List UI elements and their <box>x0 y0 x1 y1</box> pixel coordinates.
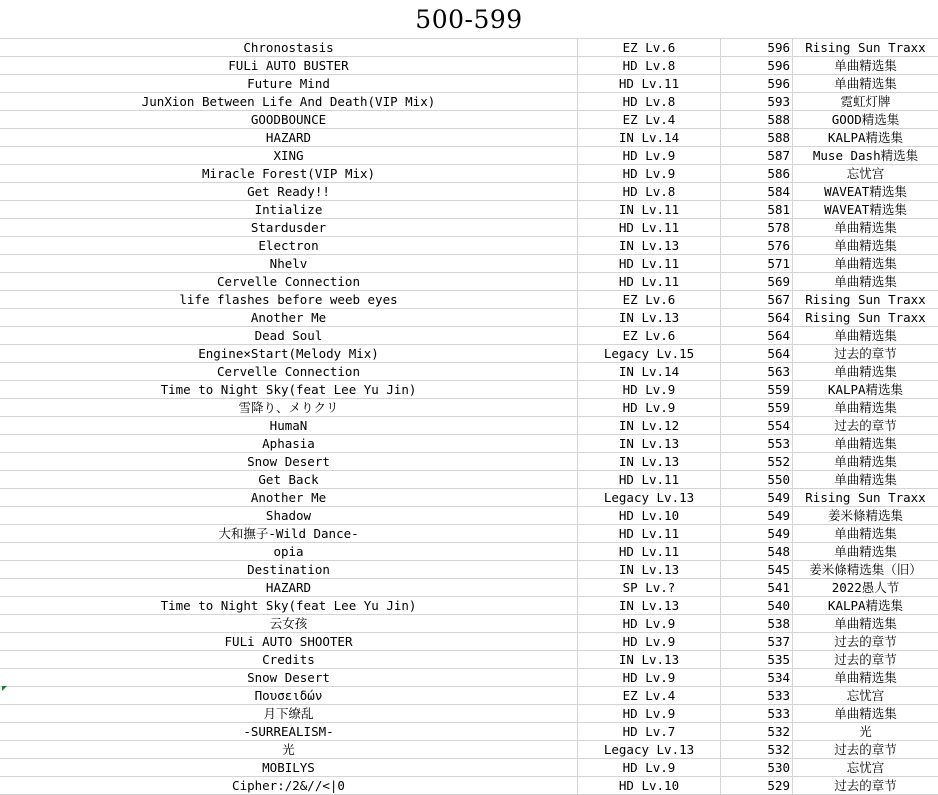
table-row <box>0 165 938 183</box>
pack-cell[interactable]: 过去的章节 <box>834 346 897 361</box>
pack-cell[interactable]: 单曲精选集 <box>834 220 897 235</box>
table-row <box>0 597 938 615</box>
score-cell[interactable]: 559 <box>721 381 793 398</box>
difficulty-cell[interactable]: HD Lv.8 <box>578 183 721 200</box>
difficulty-cell[interactable]: HD Lv.9 <box>578 399 721 416</box>
pack-cell[interactable]: 单曲精选集 <box>834 472 897 487</box>
difficulty-cell[interactable]: IN Lv.13 <box>578 435 721 452</box>
song-title-cell[interactable]: Aphasia <box>0 435 578 452</box>
table-row <box>0 183 938 201</box>
song-title-cell[interactable]: Future Mind <box>0 75 578 92</box>
pack-cell[interactable]: WAVEAT精选集 <box>824 202 907 217</box>
difficulty-cell[interactable]: HD Lv.11 <box>578 273 721 290</box>
score-cell[interactable]: 529 <box>721 777 793 794</box>
difficulty-cell[interactable]: HD Lv.9 <box>578 165 721 182</box>
table-row <box>0 579 938 597</box>
song-title-cell[interactable]: Cervelle Connection <box>0 273 578 290</box>
pack-cell[interactable]: KALPA精选集 <box>827 598 904 613</box>
table-row <box>0 687 938 705</box>
difficulty-cell[interactable]: IN Lv.13 <box>578 597 721 614</box>
pack-cell[interactable]: 过去的章节 <box>834 418 897 433</box>
song-title-cell[interactable]: HumaN <box>0 417 578 434</box>
pack-cell[interactable]: 姜米條精选集 <box>827 508 903 523</box>
song-title-cell[interactable]: 月下缭乱 <box>0 705 578 722</box>
table-row <box>0 129 938 147</box>
score-cell[interactable]: 533 <box>721 705 793 722</box>
table-row <box>0 417 938 435</box>
song-title-cell[interactable]: Destination <box>0 561 578 578</box>
difficulty-cell[interactable]: IN Lv.13 <box>578 561 721 578</box>
score-cell[interactable]: 569 <box>721 273 793 290</box>
score-cell[interactable]: 532 <box>721 723 793 740</box>
song-title-cell[interactable]: Shadow <box>0 507 578 524</box>
difficulty-cell[interactable]: HD Lv.11 <box>578 471 721 488</box>
pack-cell[interactable]: Rising Sun Traxx <box>805 40 926 55</box>
difficulty-cell[interactable]: HD Lv.9 <box>578 615 721 632</box>
score-cell[interactable]: 578 <box>721 219 793 236</box>
table-row <box>0 633 938 651</box>
song-title-cell[interactable]: Electron <box>0 237 578 254</box>
pack-cell[interactable]: Muse Dash精选集 <box>812 148 919 163</box>
difficulty-cell[interactable]: EZ Lv.6 <box>578 39 721 56</box>
table-row <box>0 651 938 669</box>
pack-cell[interactable]: 单曲精选集 <box>834 544 897 559</box>
song-title-cell[interactable]: opia <box>0 543 578 560</box>
pack-cell[interactable]: 单曲精选集 <box>834 238 897 253</box>
pack-cell[interactable]: WAVEAT精选集 <box>824 184 907 199</box>
score-cell[interactable]: 538 <box>721 615 793 632</box>
score-cell[interactable]: 549 <box>721 525 793 542</box>
difficulty-cell[interactable]: HD Lv.10 <box>578 507 721 524</box>
table-row <box>0 399 938 417</box>
score-cell[interactable]: 584 <box>721 183 793 200</box>
song-title-cell[interactable]: Credits <box>0 651 578 668</box>
difficulty-cell[interactable]: HD Lv.9 <box>578 669 721 686</box>
difficulty-cell[interactable]: IN Lv.14 <box>578 363 721 380</box>
table-row <box>0 57 938 75</box>
song-title-cell[interactable]: Get Back <box>0 471 578 488</box>
difficulty-cell[interactable]: HD Lv.9 <box>578 705 721 722</box>
table-row <box>0 273 938 291</box>
score-cell[interactable]: 564 <box>721 309 793 326</box>
difficulty-cell[interactable]: HD Lv.11 <box>578 543 721 560</box>
score-cell[interactable]: 564 <box>721 327 793 344</box>
table-row <box>0 75 938 93</box>
song-title-cell[interactable]: Time to Night Sky(feat Lee Yu Jin) <box>0 597 578 614</box>
score-cell[interactable]: 596 <box>721 57 793 74</box>
pack-cell[interactable]: 单曲精选集 <box>834 256 897 271</box>
pack-cell[interactable]: GOOD精选集 <box>831 112 900 127</box>
difficulty-cell[interactable]: SP Lv.? <box>578 579 721 596</box>
difficulty-cell[interactable]: EZ Lv.6 <box>578 291 721 308</box>
table-row <box>0 147 938 165</box>
song-title-cell[interactable]: Another Me <box>0 489 578 506</box>
song-title-cell[interactable]: GOODBOUNCE <box>0 111 578 128</box>
table-row <box>0 111 938 129</box>
difficulty-cell[interactable]: EZ Lv.6 <box>578 327 721 344</box>
pack-cell[interactable]: 单曲精选集 <box>834 58 897 73</box>
table-row <box>0 741 938 759</box>
song-title-cell[interactable]: FULi AUTO BUSTER <box>0 57 578 74</box>
score-cell[interactable]: 554 <box>721 417 793 434</box>
difficulty-cell[interactable]: IN Lv.13 <box>578 309 721 326</box>
score-cell[interactable]: 540 <box>721 597 793 614</box>
score-cell[interactable]: 541 <box>721 579 793 596</box>
score-cell[interactable]: 588 <box>721 111 793 128</box>
pack-cell[interactable]: 单曲精选集 <box>834 616 897 631</box>
difficulty-cell[interactable]: HD Lv.8 <box>578 93 721 110</box>
song-title-cell[interactable]: -SURREALISM- <box>0 723 578 740</box>
score-cell[interactable]: 534 <box>721 669 793 686</box>
pack-cell[interactable]: 单曲精选集 <box>834 364 897 379</box>
score-cell[interactable]: 559 <box>721 399 793 416</box>
difficulty-cell[interactable]: EZ Lv.4 <box>578 687 721 704</box>
song-title-cell[interactable]: life flashes before weeb eyes <box>0 291 578 308</box>
pack-cell[interactable]: 单曲精选集 <box>834 400 897 415</box>
difficulty-cell[interactable]: HD Lv.10 <box>578 777 721 794</box>
score-cell[interactable]: 549 <box>721 507 793 524</box>
difficulty-cell[interactable]: HD Lv.11 <box>578 255 721 272</box>
table-row <box>0 435 938 453</box>
score-cell[interactable]: 533 <box>721 687 793 704</box>
table-row <box>0 705 938 723</box>
table-row <box>0 93 938 111</box>
sheet-title[interactable]: 500-599 <box>0 0 938 39</box>
score-cell[interactable]: 593 <box>721 93 793 110</box>
song-title-cell[interactable]: 云女孩 <box>0 615 578 632</box>
song-title-cell[interactable]: Get Ready!! <box>0 183 578 200</box>
pack-cell[interactable]: KALPA精选集 <box>827 382 904 397</box>
difficulty-cell[interactable]: HD Lv.9 <box>578 147 721 164</box>
cell-comment-marker-icon <box>2 686 7 691</box>
difficulty-cell[interactable]: HD Lv.9 <box>578 633 721 650</box>
pack-cell[interactable]: 姜米條精选集（旧） <box>809 562 922 577</box>
song-title-cell[interactable]: Dead Soul <box>0 327 578 344</box>
difficulty-cell[interactable]: IN Lv.13 <box>578 453 721 470</box>
song-title-cell[interactable]: Cervelle Connection <box>0 363 578 380</box>
pack-cell[interactable]: 单曲精选集 <box>834 436 897 451</box>
song-title-cell[interactable]: Chronostasis <box>0 39 578 56</box>
pack-cell[interactable]: 2022愚人节 <box>831 580 900 595</box>
pack-cell[interactable]: Rising Sun Traxx <box>805 292 926 307</box>
song-title-cell[interactable]: MOBILYS <box>0 759 578 776</box>
pack-cell[interactable]: 单曲精选集 <box>834 328 897 343</box>
score-cell[interactable]: 586 <box>721 165 793 182</box>
song-title-cell[interactable]: 雪降り、メりクリ <box>0 399 578 416</box>
song-title-cell[interactable]: Miracle Forest(VIP Mix) <box>0 165 578 182</box>
difficulty-cell[interactable]: Legacy Lv.13 <box>578 489 721 506</box>
score-cell[interactable]: 532 <box>721 741 793 758</box>
song-title-cell[interactable]: Nhelv <box>0 255 578 272</box>
pack-cell[interactable]: 光 <box>859 724 872 739</box>
song-title-cell[interactable]: Another Me <box>0 309 578 326</box>
pack-cell[interactable]: 忘忧宫 <box>846 688 885 703</box>
difficulty-cell[interactable]: HD Lv.11 <box>578 75 721 92</box>
song-title-cell[interactable]: XING <box>0 147 578 164</box>
song-title-cell[interactable]: Cipher:/2&//<|0 <box>0 777 578 794</box>
song-title-cell[interactable]: Engine×Start(Melody Mix) <box>0 345 578 362</box>
pack-cell[interactable]: 单曲精选集 <box>834 670 897 685</box>
pack-cell[interactable]: 过去的章节 <box>834 742 897 757</box>
table-row <box>0 507 938 525</box>
table-row <box>0 471 938 489</box>
pack-cell[interactable]: 单曲精选集 <box>834 526 897 541</box>
score-cell[interactable]: 571 <box>721 255 793 272</box>
pack-cell[interactable]: Rising Sun Traxx <box>805 310 926 325</box>
score-cell[interactable]: 530 <box>721 759 793 776</box>
song-title-cell[interactable]: Time to Night Sky(feat Lee Yu Jin) <box>0 381 578 398</box>
table-row <box>0 39 938 57</box>
score-table <box>0 39 938 795</box>
difficulty-cell[interactable]: Legacy Lv.15 <box>578 345 721 362</box>
difficulty-cell[interactable]: IN Lv.13 <box>578 237 721 254</box>
table-row <box>0 561 938 579</box>
table-row <box>0 723 938 741</box>
score-cell[interactable]: 567 <box>721 291 793 308</box>
score-cell[interactable]: 588 <box>721 129 793 146</box>
table-row <box>0 777 938 795</box>
table-row <box>0 453 938 471</box>
table-row <box>0 345 938 363</box>
table-row <box>0 291 938 309</box>
score-cell[interactable]: 564 <box>721 345 793 362</box>
table-row <box>0 201 938 219</box>
pack-cell[interactable]: 过去的章节 <box>834 652 897 667</box>
table-row <box>0 759 938 777</box>
table-row <box>0 255 938 273</box>
table-row <box>0 489 938 507</box>
difficulty-cell[interactable]: IN Lv.14 <box>578 129 721 146</box>
table-row <box>0 543 938 561</box>
song-title-cell[interactable]: Snow Desert <box>0 669 578 686</box>
pack-cell[interactable]: 过去的章节 <box>834 634 897 649</box>
table-row <box>0 669 938 687</box>
song-title-cell[interactable]: 光 <box>0 741 578 758</box>
score-cell[interactable]: 581 <box>721 201 793 218</box>
score-cell[interactable]: 553 <box>721 435 793 452</box>
song-title-cell[interactable]: Stardusder <box>0 219 578 236</box>
score-cell[interactable]: 537 <box>721 633 793 650</box>
table-row <box>0 327 938 345</box>
difficulty-cell[interactable]: HD Lv.9 <box>578 759 721 776</box>
song-title-cell[interactable]: JunXion Between Life And Death(VIP Mix) <box>0 93 578 110</box>
pack-cell[interactable]: 过去的章节 <box>834 778 897 793</box>
table-row <box>0 615 938 633</box>
score-cell[interactable]: 596 <box>721 39 793 56</box>
pack-cell[interactable]: 忘忧宫 <box>846 760 885 775</box>
score-cell[interactable]: 548 <box>721 543 793 560</box>
table-row <box>0 237 938 255</box>
song-title-cell[interactable]: 大和撫子-Wild Dance- <box>0 525 578 542</box>
table-row <box>0 219 938 237</box>
difficulty-cell[interactable]: HD Lv.8 <box>578 57 721 74</box>
pack-cell[interactable]: 单曲精选集 <box>834 454 897 469</box>
table-row <box>0 309 938 327</box>
difficulty-cell[interactable]: HD Lv.11 <box>578 219 721 236</box>
score-cell[interactable]: 576 <box>721 237 793 254</box>
table-row <box>0 381 938 399</box>
score-cell[interactable]: 552 <box>721 453 793 470</box>
song-title-cell[interactable]: HAZARD <box>0 579 578 596</box>
pack-cell[interactable]: 单曲精选集 <box>834 274 897 289</box>
pack-cell[interactable]: 霓虹灯牌 <box>840 94 891 109</box>
difficulty-cell[interactable]: HD Lv.7 <box>578 723 721 740</box>
table-row <box>0 363 938 381</box>
table-row <box>0 525 938 543</box>
pack-cell[interactable]: 单曲精选集 <box>834 706 897 721</box>
difficulty-cell[interactable]: HD Lv.11 <box>578 525 721 542</box>
song-title-cell[interactable]: FULi AUTO SHOOTER <box>0 633 578 650</box>
song-title-cell[interactable]: Intialize <box>0 201 578 218</box>
difficulty-cell[interactable]: Legacy Lv.13 <box>578 741 721 758</box>
difficulty-cell[interactable]: IN Lv.11 <box>578 201 721 218</box>
score-cell[interactable]: 549 <box>721 489 793 506</box>
pack-cell[interactable]: KALPA精选集 <box>827 130 904 145</box>
score-cell[interactable]: 550 <box>721 471 793 488</box>
song-title-cell[interactable]: Snow Desert <box>0 453 578 470</box>
pack-cell[interactable]: 忘忧宫 <box>846 166 885 181</box>
score-cell[interactable]: 563 <box>721 363 793 380</box>
song-title-cell[interactable]: Πουσειδών <box>0 687 578 704</box>
song-title-cell[interactable]: HAZARD <box>0 129 578 146</box>
score-cell[interactable]: 596 <box>721 75 793 92</box>
pack-cell[interactable]: Rising Sun Traxx <box>805 490 926 505</box>
difficulty-cell[interactable]: HD Lv.9 <box>578 381 721 398</box>
score-cell[interactable]: 545 <box>721 561 793 578</box>
difficulty-cell[interactable]: IN Lv.13 <box>578 651 721 668</box>
pack-cell[interactable]: 单曲精选集 <box>834 76 897 91</box>
score-cell[interactable]: 535 <box>721 651 793 668</box>
difficulty-cell[interactable]: EZ Lv.4 <box>578 111 721 128</box>
score-cell[interactable]: 587 <box>721 147 793 164</box>
difficulty-cell[interactable]: IN Lv.12 <box>578 417 721 434</box>
